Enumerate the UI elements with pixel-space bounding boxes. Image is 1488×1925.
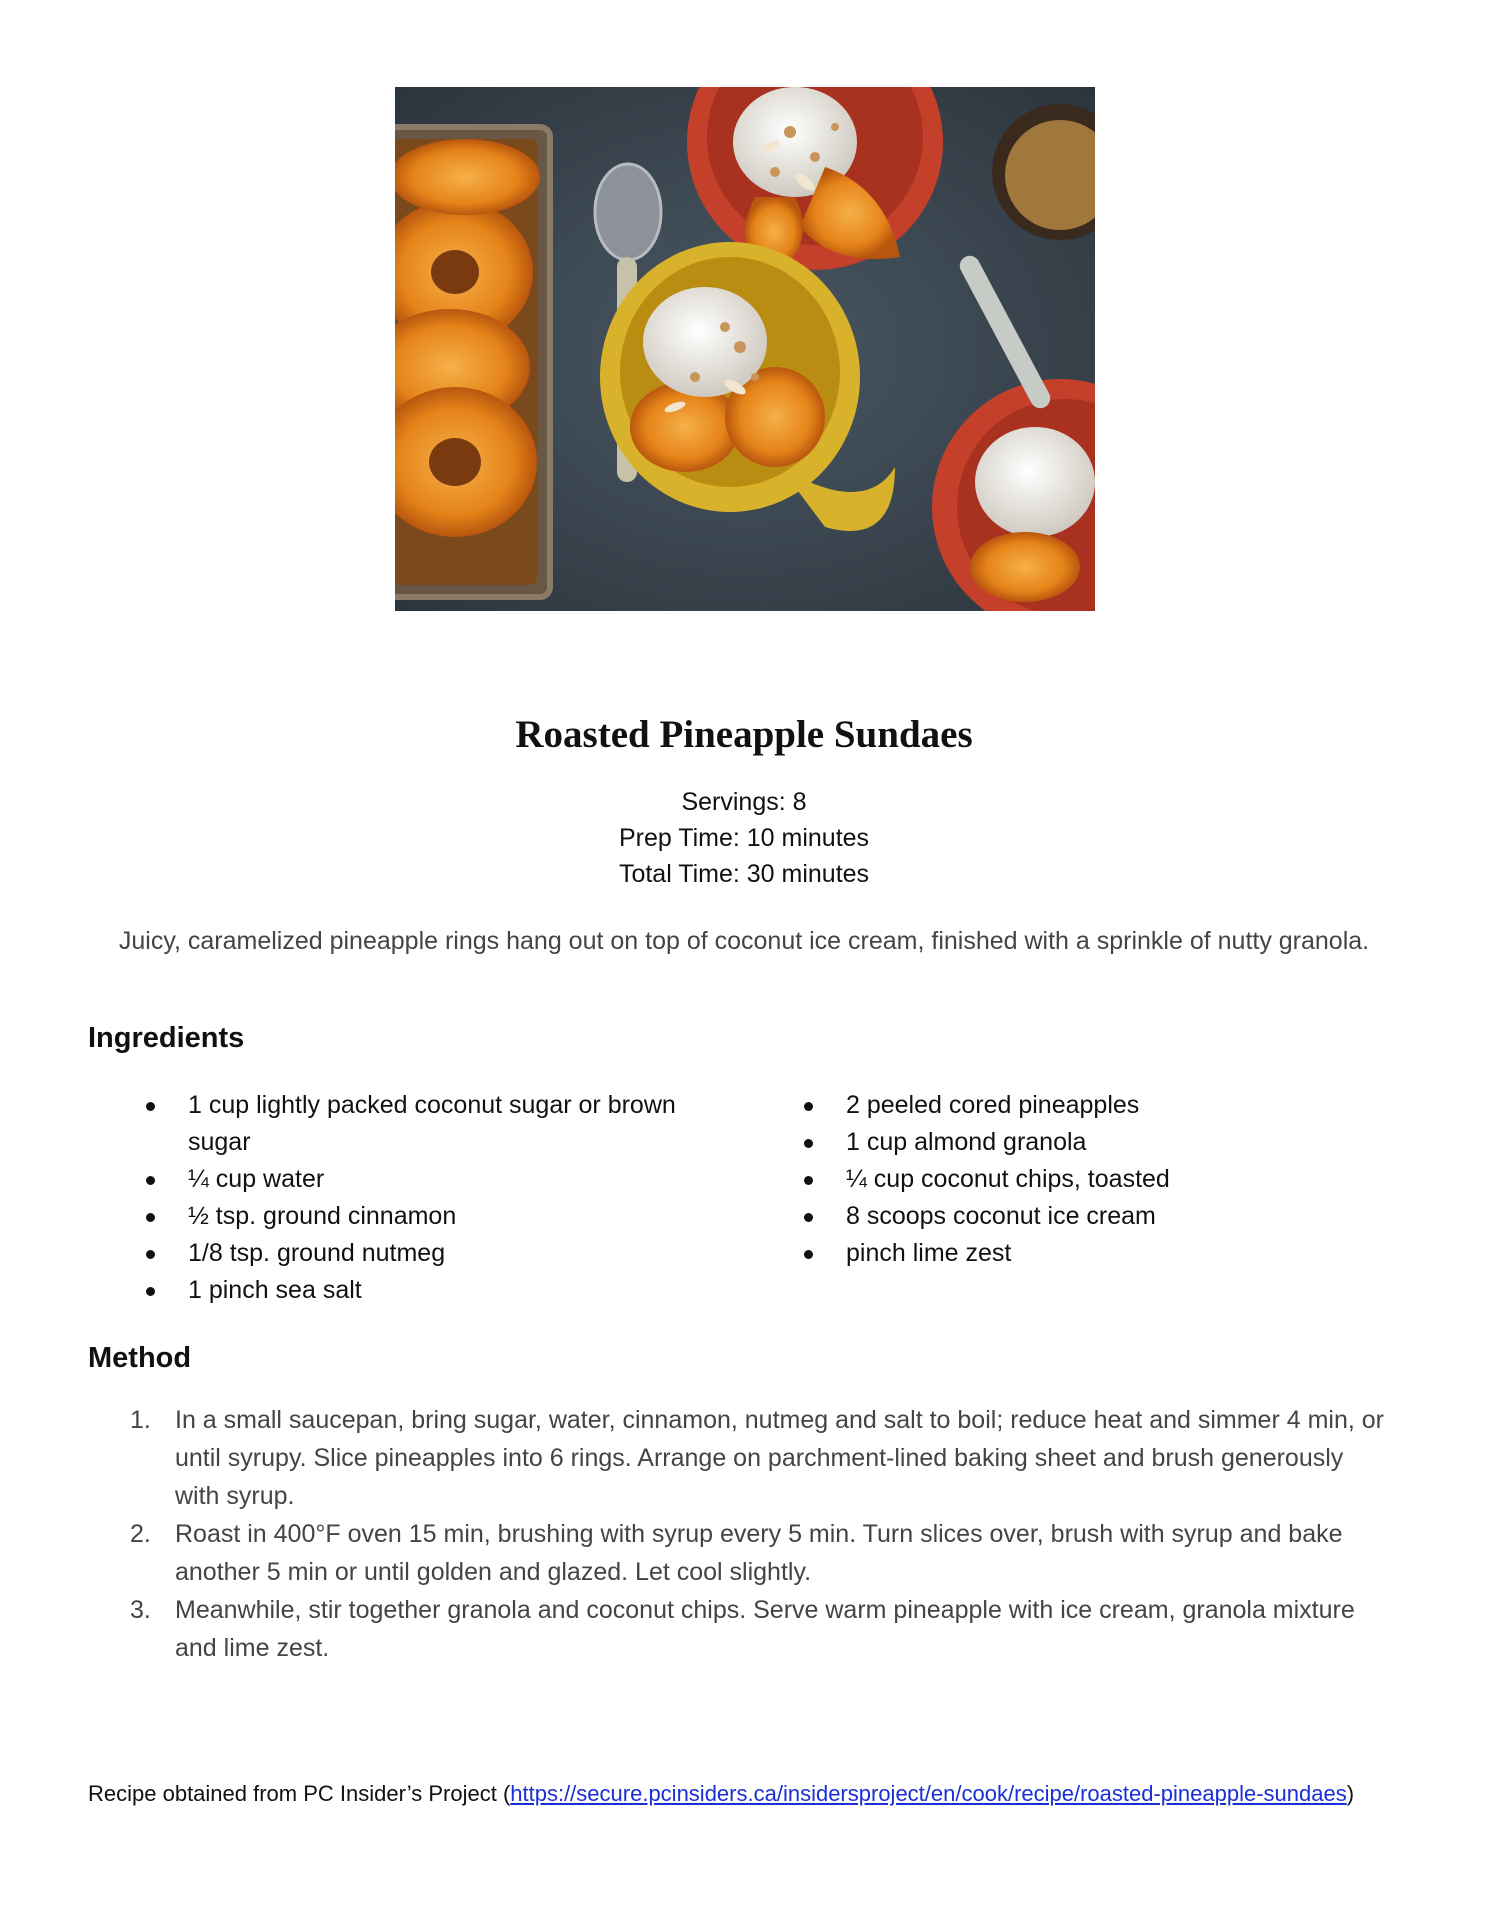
bullet-icon: [804, 1102, 813, 1111]
ingredient-item: 1/8 tsp. ground nutmeg: [140, 1235, 740, 1272]
step-number: 2.: [130, 1520, 151, 1548]
step-text: Meanwhile, stir together granola and coconut chips. Serve warm pineapple with ice cream, granola mixture and lime zest.: [175, 1596, 1355, 1662]
ingredient-item: 1 cup almond granola: [798, 1124, 1398, 1161]
recipe-meta: [0, 784, 1488, 892]
method-step: [125, 1401, 1385, 1515]
ingredient-item: 2 peeled cored pineapples: [798, 1087, 1398, 1124]
bullet-icon: [146, 1176, 155, 1185]
method-heading: Method: [88, 1342, 192, 1374]
bullet-icon: [146, 1102, 155, 1111]
bullet-icon: [804, 1250, 813, 1259]
prep-time-text: Prep Time: 10 minutes: [618, 824, 870, 852]
bullet-icon: [804, 1139, 813, 1148]
ingredient-item: ¼ cup coconut chips, toasted: [798, 1161, 1398, 1198]
ingredients-list-left: [140, 1087, 740, 1309]
bullet-icon: [146, 1213, 155, 1222]
method-step: [125, 1515, 1385, 1591]
ingredient-item: 1 cup lightly packed coconut sugar or brown sugar: [140, 1087, 740, 1161]
recipe-source-link[interactable]: https://secure.pcinsiders.ca/insidersproject/en/cook/recipe/roasted-pineapple-sundaes: [510, 1781, 1347, 1806]
ingredients-list-right: [798, 1087, 1398, 1272]
ingredient-item: 8 scoops coconut ice cream: [798, 1198, 1398, 1235]
bullet-icon: [146, 1250, 155, 1259]
recipe-description: Juicy, caramelized pineapple rings hang out on top of coconut ice cream, finished with a sprinkle of nutty granola.: [118, 927, 1370, 955]
step-number: 3.: [130, 1596, 151, 1624]
footer-prefix: Recipe obtained from PC Insider’s Project (: [88, 1781, 511, 1806]
method-steps: [125, 1401, 1385, 1667]
step-number: 1.: [130, 1406, 151, 1434]
bullet-icon: [804, 1213, 813, 1222]
ingredient-item: 1 pinch sea salt: [140, 1272, 740, 1309]
recipe-title: Roasted Pineapple Sundaes: [515, 713, 973, 756]
step-text: Roast in 400°F oven 15 min, brushing with syrup every 5 min. Turn slices over, brush with syrup and bake another 5 min or until golden and glazed. Let cool slightly.: [175, 1520, 1343, 1586]
method-step: [125, 1591, 1385, 1667]
source-footer: [88, 1778, 1388, 1810]
step-text: In a small saucepan, bring sugar, water, cinnamon, nutmeg and salt to boil; reduce heat and simmer 4 min, or until syrupy. Slice pineapples into 6 rings. Arrange on parchment-lined baking sheet and brush generously with syrup.: [175, 1406, 1384, 1510]
bullet-icon: [804, 1176, 813, 1185]
total-time-text: Total Time: 30 minutes: [618, 860, 870, 888]
ingredient-item: ½ tsp. ground cinnamon: [140, 1198, 740, 1235]
bullet-icon: [146, 1287, 155, 1296]
footer-suffix: ): [1346, 1781, 1355, 1806]
ingredients-heading: Ingredients: [88, 1022, 245, 1054]
servings-text: Servings: 8: [681, 788, 807, 816]
ingredient-item: pinch lime zest: [798, 1235, 1398, 1272]
pineapple-sundaes-photo: [395, 87, 1095, 611]
ingredient-item: ¼ cup water: [140, 1161, 740, 1198]
